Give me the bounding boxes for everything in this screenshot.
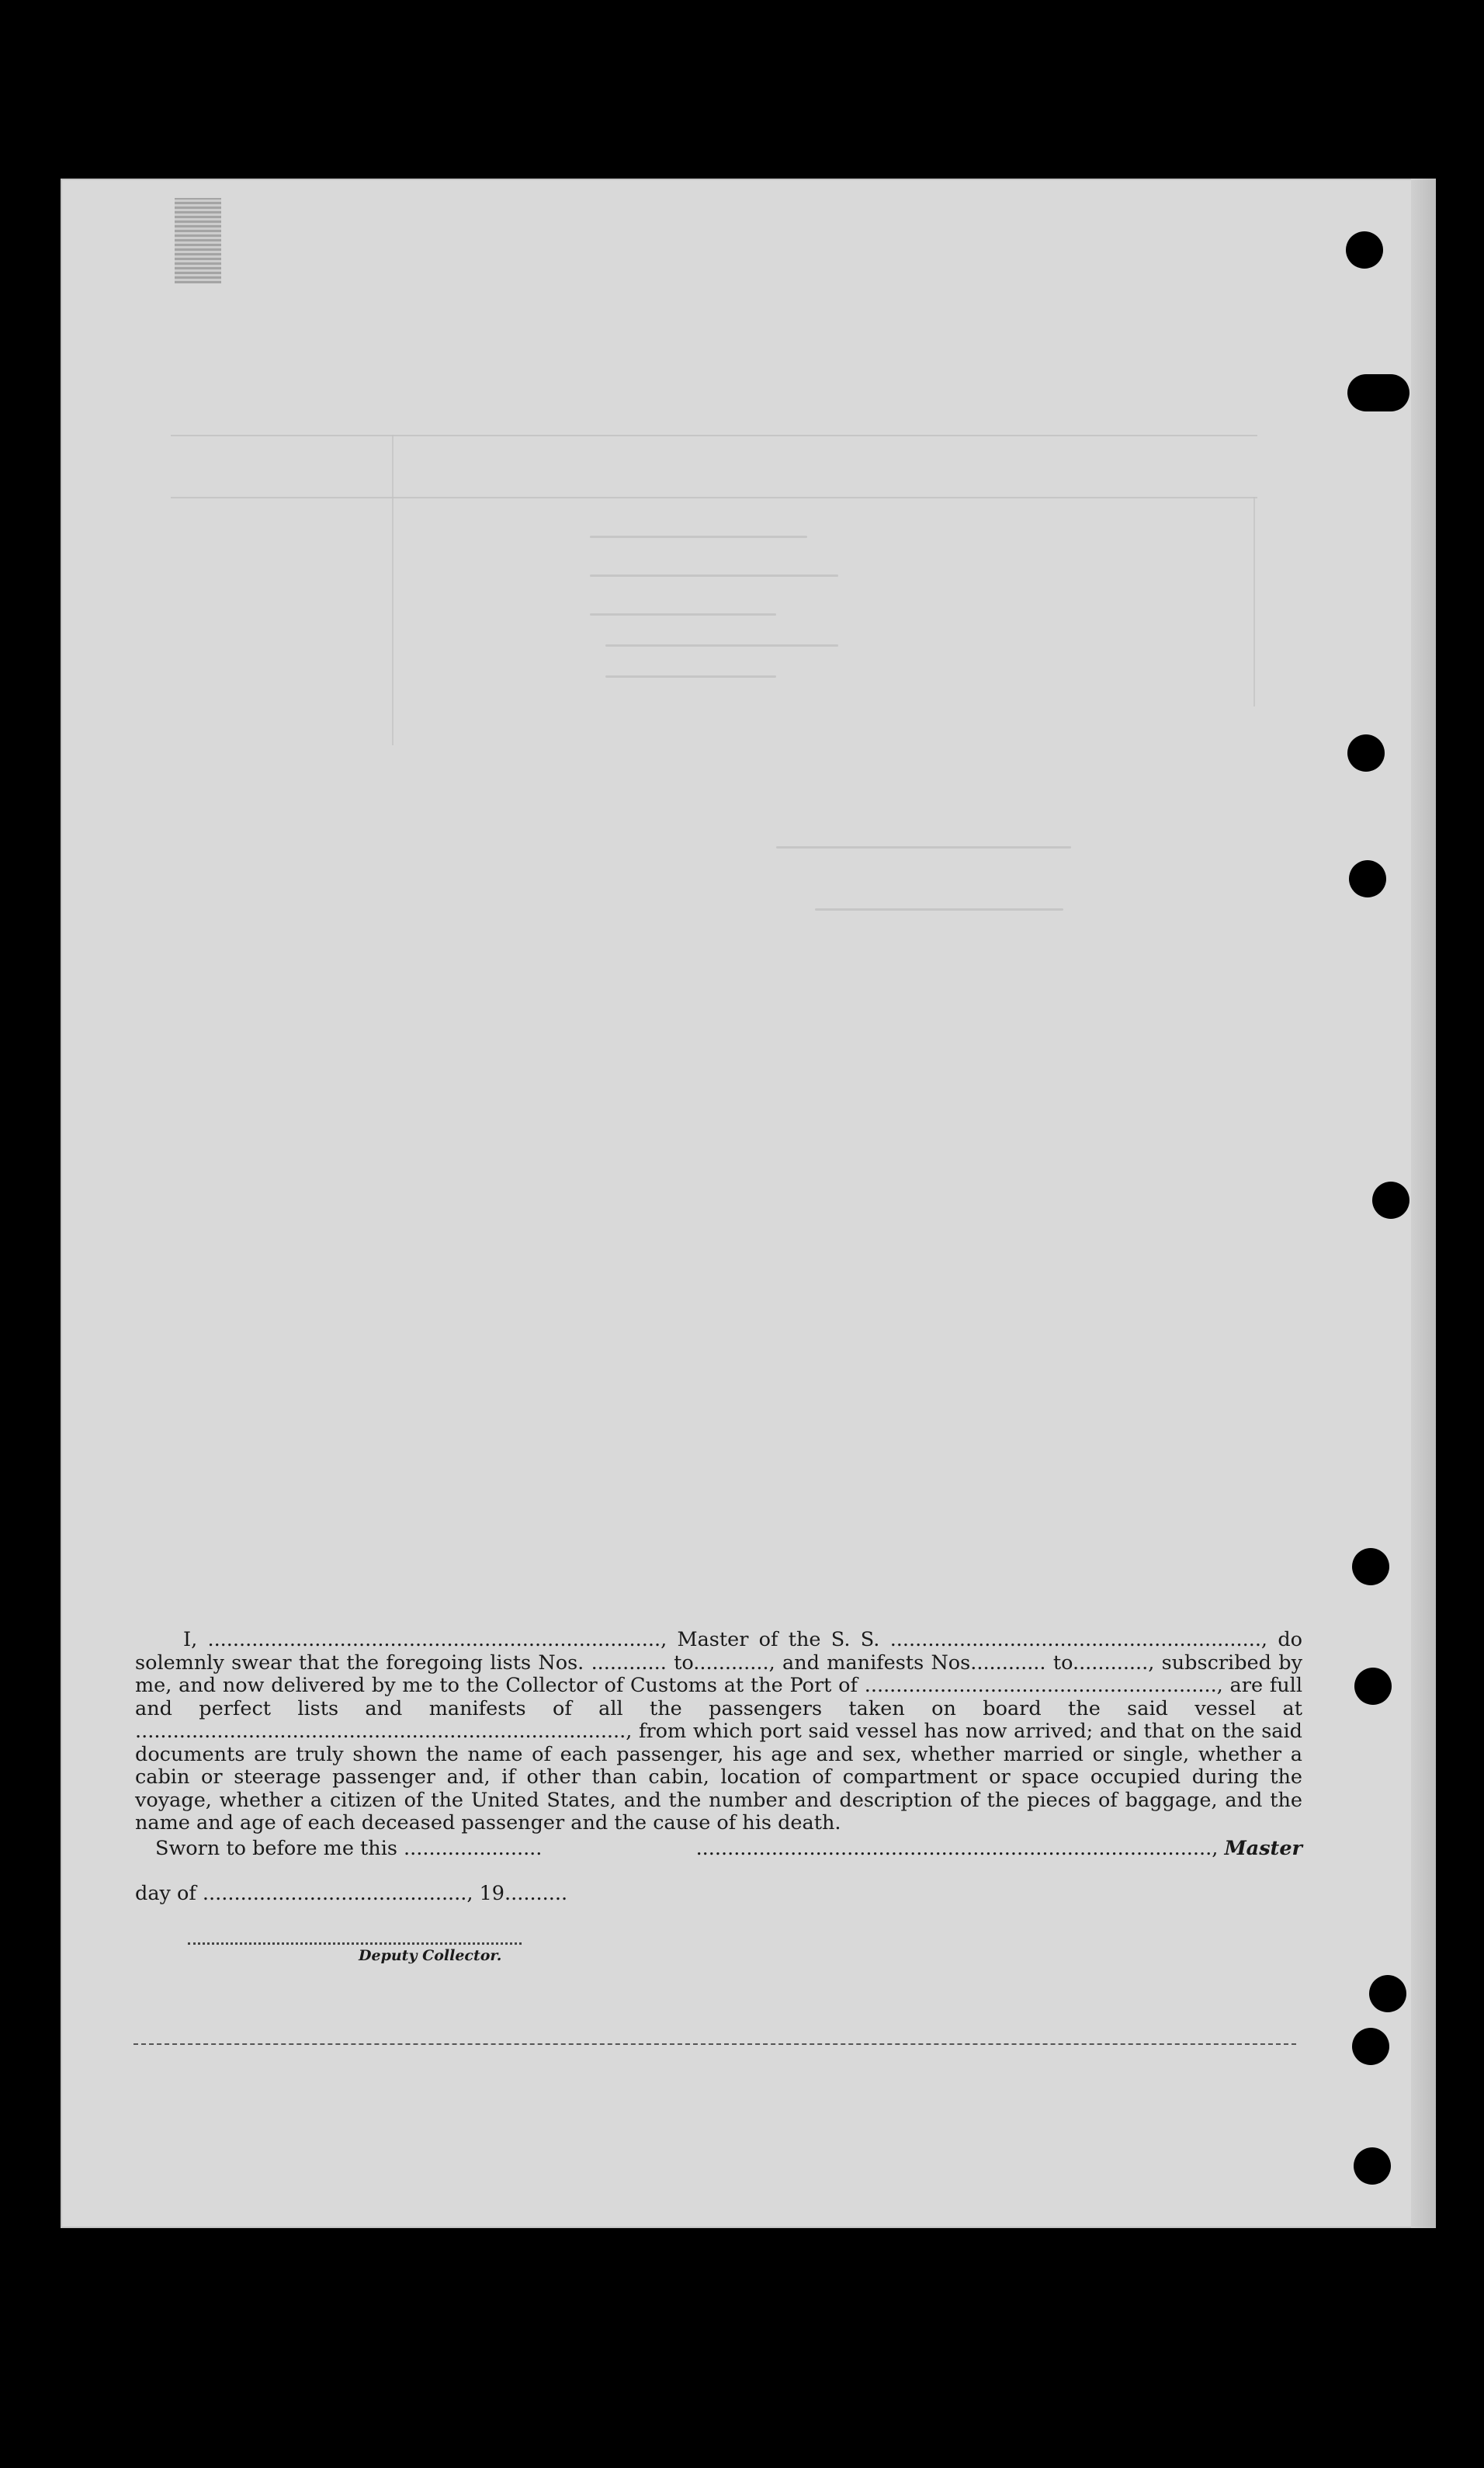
bleed-through-rule xyxy=(171,497,1257,498)
bleed-through-stamp xyxy=(175,198,221,283)
day-of-line: day of .........................................., 19.......... xyxy=(135,1882,568,1905)
bleed-through-text xyxy=(605,675,776,678)
sworn-line: Sworn to before me this ...................... xyxy=(155,1837,543,1860)
master-signature-line xyxy=(696,1837,1302,1860)
bleed-through-text xyxy=(590,536,807,538)
bleed-through-text xyxy=(590,613,776,616)
bleed-through-rule xyxy=(392,435,394,745)
binder-hole xyxy=(1347,374,1409,411)
binder-hole xyxy=(1372,1182,1409,1219)
binder-hole xyxy=(1354,1668,1392,1705)
bleed-through-rule xyxy=(1253,497,1255,706)
bleed-through-text xyxy=(605,644,838,647)
binder-hole xyxy=(1346,231,1383,269)
bleed-through-text xyxy=(776,846,1071,849)
master-dotted-line: .................................................................................., xyxy=(695,1837,1225,1860)
master-label: Master xyxy=(1224,1837,1302,1860)
deputy-signature-line xyxy=(188,1942,522,1945)
bleed-through-text xyxy=(815,908,1063,911)
bottom-divider xyxy=(133,2043,1296,2045)
bleed-through-text xyxy=(590,574,838,577)
binder-hole xyxy=(1349,860,1386,897)
oath-paragraph: I, ........................................................................, Master of the S. S. ..........................................................., do solemnly swear that the foregoing lists Nos. ............ to............, and manifests Nos............ to............, subscribed by me, and now delivered by me to the Collector of Customs at the Port of ........................................................, are full and perfect lists and manifests of all the passengers taken on board the said vessel at .............................................................................., from which port said vessel has now arrived; and that on the said documents are truly shown the name of each passenger, his age and sex, whether married or single, whether a cabin or steerage passenger and, if other than cabin, location of compartment or space occupied during the voyage, whether a citizen of the United States, and the number and description of the pieces of baggage, and the name and age of each deceased passenger and the cause of his death. xyxy=(135,1628,1302,1835)
page-edge xyxy=(1411,179,1436,2228)
bleed-through-rule xyxy=(171,435,1257,436)
binder-hole xyxy=(1354,2147,1391,2185)
binder-hole xyxy=(1347,734,1385,772)
binder-hole xyxy=(1369,1975,1406,2012)
binder-hole xyxy=(1352,1548,1389,1585)
document-page xyxy=(61,179,1436,2228)
binder-hole xyxy=(1352,2028,1389,2065)
deputy-collector-label: Deputy Collector. xyxy=(359,1947,502,1964)
